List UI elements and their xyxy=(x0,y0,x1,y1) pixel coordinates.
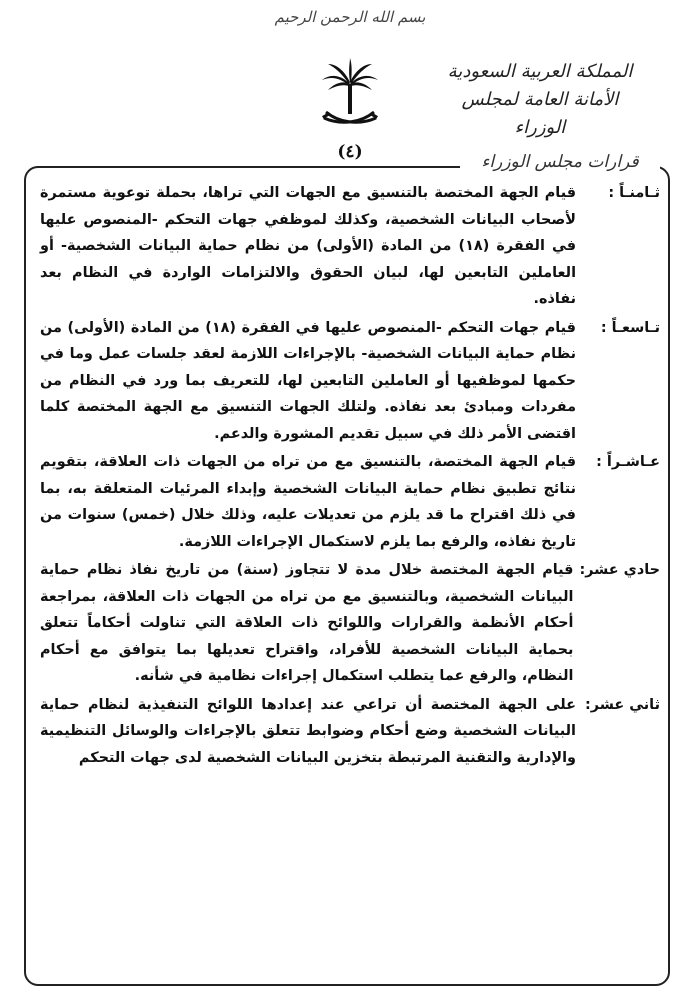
clause-text: قيام الجهة المختصة بالتنسيق مع الجهات التي تراها، بحملة توعوية مستمرة لأصحاب البيانات الشخصية، وكذلك لموظفي جهات التحكم -المنصوص عليها في الفقرة (١٨) من المادة (الأولى) من نظام حماية البيانات الشخصية- أو العاملين التابعين لها، لبيان الحقوق والالتزامات الواردة في النظام بعد نفاذه. xyxy=(40,185,577,307)
clause-ninth xyxy=(40,315,660,448)
clause-label: تـاسعـاً : xyxy=(600,319,660,336)
page-number: (٤) xyxy=(337,142,363,162)
clause-label: ثاني عشر: xyxy=(585,696,660,713)
palm-swords-emblem-icon xyxy=(318,56,382,136)
kingdom-name: المملكة العربية السعودية xyxy=(447,61,633,82)
clause-label: حادي عشر: xyxy=(579,562,660,578)
letterhead-title xyxy=(440,58,640,142)
clauses-list xyxy=(40,180,660,773)
clause-label: عـاشـراً : xyxy=(596,454,660,470)
clause-text: قيام الجهة المختصة خلال مدة لا تتجاوز (سنة) من تاريخ نفاذ نظام حماية البيانات الشخصية، وبالتنسيق مع من تراه من الجهات ذات العلاقة، بمراجعة أحكام الأنظمة والقرارات واللوائح ذات العلاقة التي تناولت أحكاماً تتعلق بحماية البيانات الشخصية للأفراد، واقتراح تعديلها بما يتوافق مع أحكام النظام، والرفع عما يتطلب استكمال إجراءات نظامية في شأنه. xyxy=(40,562,574,684)
clause-twelfth xyxy=(40,692,660,772)
secretariat-name: الأمانة العامة لمجلس الوزراء xyxy=(461,89,619,138)
clause-text: قيام الجهة المختصة، بالتنسيق مع من تراه من الجهات ذات العلاقة، بتقويم نتائج تطبيق نظام حماية البيانات الشخصية وإبداء المرئيات المتعلقة به، بما في ذلك اقتراح ما قد يلزم من تعديلات عليه، وذلك خلال (خمس) سنوات من تاريخ نفاذه، والرفع بما يلزم لاستكمال الإجراءات اللازمة. xyxy=(40,454,576,550)
clause-text: على الجهة المختصة أن تراعي عند إعدادها اللوائح التنفيذية لنظام حماية البيانات الشخصية وضع أحكام وضوابط تتعلق بالإجراءات والوسائل التنظيمية والإدارية والتقنية المرتبطة بتخزين البيانات الشخصية لدى جهات التحكم xyxy=(40,696,576,766)
clause-tenth xyxy=(40,449,660,555)
clause-eleventh xyxy=(40,557,660,690)
decision-heading: قرارات مجلس الوزراء xyxy=(460,152,660,172)
clause-eighth xyxy=(40,180,660,313)
clause-text: قيام جهات التحكم -المنصوص عليها في الفقرة (١٨) من المادة (الأولى) من نظام حماية البيانات الشخصية- بالإجراءات اللازمة لعقد جلسات عمل وما في حكمها لموظفيها أو العاملين التابعين لها، للتعريف بما ورد في النظام من مفردات ومبادئ بعد نفاذه. ولتلك الجهات التنسيق مع الجهة المختصة كلما اقتضى الأمر ذلك في سبيل تقديم المشورة والدعم. xyxy=(40,319,576,442)
clause-label: ثـامنـاً : xyxy=(608,185,660,201)
basmala: بسم الله الرحمن الرحيم xyxy=(274,8,426,26)
